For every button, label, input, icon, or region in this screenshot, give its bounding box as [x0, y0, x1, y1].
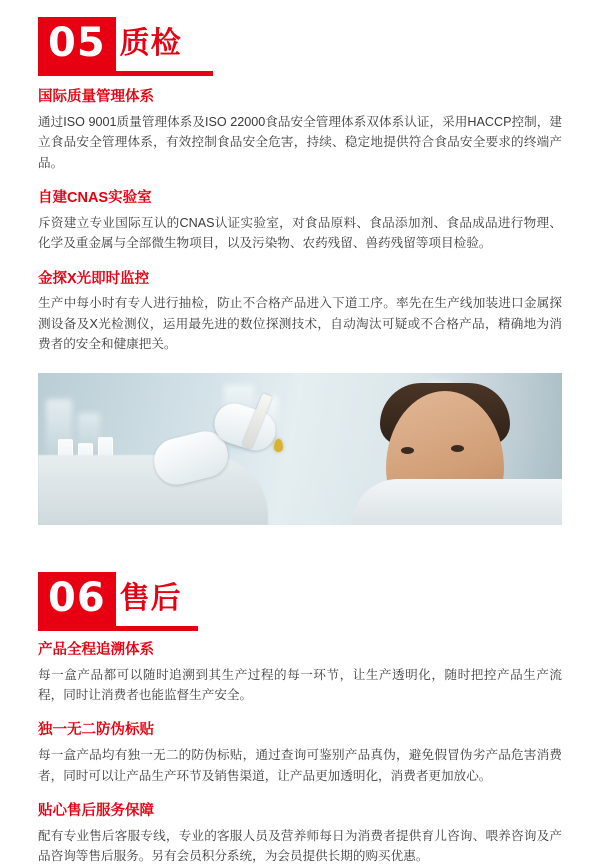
section-header-06	[38, 573, 600, 625]
content-block	[38, 189, 562, 254]
block-heading: 产品全程追溯体系	[38, 641, 154, 658]
section-number-badge: 06	[38, 572, 116, 626]
person-eye-right	[451, 445, 464, 452]
person-shoulder	[352, 479, 562, 525]
lab-technician-photo	[38, 373, 562, 525]
content-block	[38, 88, 562, 173]
person-eye-left	[401, 447, 414, 454]
block-text: 配有专业售后客服专线，专业的客服人员及营养师每日为消费者提供育儿咨询、喂养咨询及产品咨询等售后服务。另有会员积分系统，为会员提供长期的购买优惠。	[38, 828, 562, 864]
liquid-droplet	[274, 439, 283, 452]
section-title: 质检	[119, 27, 182, 60]
block-heading: 金探X光即时监控	[38, 270, 150, 287]
section-number-badge: 05	[38, 17, 116, 71]
block-text: 通过ISO 9001质量管理体系及ISO 22000食品安全管理体系双体系认证，采用HACCP控制，建立食品安全管理体系，有效控制食品安全危害，持续、稳定地提供符合食品安全要求的终端产品。	[38, 114, 562, 170]
block-heading: 独一无二防伪标贴	[38, 722, 154, 739]
section-underline	[38, 71, 213, 76]
block-heading: 自建CNAS实验室	[38, 190, 152, 207]
block-text: 每一盒产品都可以随时追溯到其生产过程的每一环节，让生产透明化，随时把控产品生产流程，同时让消费者也能监督生产安全。	[38, 667, 562, 702]
content-block	[38, 802, 562, 867]
block-heading: 贴心售后服务保障	[38, 802, 154, 819]
section-title: 售后	[119, 581, 182, 615]
section-header-05	[38, 0, 600, 70]
section-spacer	[0, 525, 600, 559]
section-underline	[38, 626, 198, 631]
block-text: 每一盒产品均有独一无二的防伪标贴，通过查询可鉴别产品真伪，避免假冒伪劣产品危害消费者，同时可以让产品生产环节及销售渠道，让产品更加透明化，消费者更加放心。	[38, 748, 562, 783]
content-block	[38, 641, 562, 706]
content-block	[38, 270, 562, 355]
block-heading: 国际质量管理体系	[38, 89, 154, 105]
content-block	[38, 721, 562, 786]
block-text: 生产中每小时有专人进行抽检，防止不合格产品进入下道工序。率先在生产线加装进口金属探测设备及X光检测仪，运用最先进的数位探测技术，自动淘汰可疑或不合格产品，精确地为消费者的安全和健康把关。	[38, 296, 562, 352]
block-text: 斥资建立专业国际互认的CNAS认证实验室，对食品原料、食品添加剂、食品成品进行物理、化学及重金属与全部微生物项目，以及污染物、农药残留、兽药残留等项目检验。	[38, 215, 562, 251]
lab-coat	[38, 455, 268, 525]
